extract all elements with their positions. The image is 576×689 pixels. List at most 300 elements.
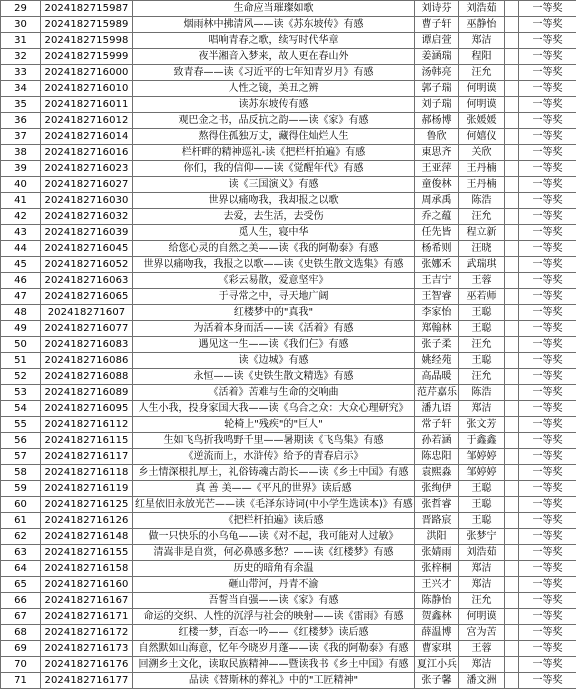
teacher-cell: 邹婷婷 (459, 465, 505, 481)
award-cell: 一等奖 (519, 65, 576, 81)
teacher-cell: 于鑫鑫 (459, 433, 505, 449)
teacher-cell: 王聪 (459, 481, 505, 497)
table-row (1, 81, 576, 97)
essay-title-cell: 品读《替斯林的葬礼》中的"工匠精神" (133, 673, 415, 689)
essay-title-cell: 命运的交织、人性的沉浮与社会的映射——读《雷雨》有感 (133, 609, 415, 625)
student-id-cell: 2024182716171 (41, 609, 133, 625)
author-cell: 谭启萱 (415, 33, 459, 49)
teacher-cell: 陈浩 (459, 193, 505, 209)
essay-title-cell: 世界以痛吻我，我报之以歌——读《史铁生散文选集》有感 (133, 257, 415, 273)
author-cell: 李家怡 (415, 305, 459, 321)
award-cell: 一等奖 (519, 177, 576, 193)
award-cell: 一等奖 (519, 289, 576, 305)
table-row (1, 353, 576, 369)
student-id-cell: 2024182716077 (41, 321, 133, 337)
award-cell: 一等奖 (519, 161, 576, 177)
empty-cell (505, 81, 519, 97)
essay-title-cell: 乡土情深根扎厚土，礼俗铸魂古韵长——读《乡土中国》有感 (133, 465, 415, 481)
table-row (1, 497, 576, 513)
teacher-cell: 宫为苦 (459, 625, 505, 641)
row-number-cell: 41 (1, 193, 41, 209)
empty-cell (505, 417, 519, 433)
author-cell: 袁熙淼 (415, 465, 459, 481)
essay-title-cell: 真 善 美——《平凡的世界》读后感 (133, 481, 415, 497)
row-number-cell: 51 (1, 353, 41, 369)
award-cell: 一等奖 (519, 609, 576, 625)
award-cell: 一等奖 (519, 385, 576, 401)
student-id-cell: 2024182716117 (41, 449, 133, 465)
row-number-cell: 50 (1, 337, 41, 353)
student-id-cell: 2024182716118 (41, 465, 133, 481)
author-cell: 東思齐 (415, 145, 459, 161)
teacher-cell: 程立新 (459, 225, 505, 241)
student-id-cell: 2024182716045 (41, 241, 133, 257)
empty-cell (505, 577, 519, 593)
table-row (1, 481, 576, 497)
student-id-cell: 2024182716148 (41, 529, 133, 545)
author-cell: 王亚萍 (415, 161, 459, 177)
student-id-cell: 2024182716088 (41, 369, 133, 385)
student-id-cell: 2024182716052 (41, 257, 133, 273)
empty-cell (505, 449, 519, 465)
empty-cell (505, 401, 519, 417)
table-row (1, 369, 576, 385)
row-number-cell: 61 (1, 513, 41, 529)
award-cell: 一等奖 (519, 657, 576, 673)
author-cell: 常子轩 (415, 417, 459, 433)
teacher-cell: 王聪 (459, 321, 505, 337)
essay-title-cell: 于寻常之中，寻天地广阔 (133, 289, 415, 305)
award-cell: 一等奖 (519, 641, 576, 657)
empty-cell (505, 113, 519, 129)
empty-cell (505, 305, 519, 321)
row-number-cell: 33 (1, 65, 41, 81)
student-id-cell: 2024182715998 (41, 33, 133, 49)
essay-title-cell: 永恒——读《史铁生散文精选》有感 (133, 369, 415, 385)
empty-cell (505, 145, 519, 161)
table-row (1, 545, 576, 561)
table-row (1, 321, 576, 337)
teacher-cell: 邹婷婷 (459, 449, 505, 465)
author-cell: 童俊林 (415, 177, 459, 193)
row-number-cell: 37 (1, 129, 41, 145)
award-cell: 一等奖 (519, 353, 576, 369)
empty-cell (505, 545, 519, 561)
student-id-cell: 2024182716086 (41, 353, 133, 369)
author-cell: 张子馨 (415, 673, 459, 689)
row-number-cell: 60 (1, 497, 41, 513)
author-cell: 汤韩亮 (415, 65, 459, 81)
award-cell: 一等奖 (519, 497, 576, 513)
teacher-cell: 王聪 (459, 305, 505, 321)
essay-title-cell: 《把栏杆拍遍》读后感 (133, 513, 415, 529)
author-cell: 姚经苑 (415, 353, 459, 369)
table-row (1, 177, 576, 193)
student-id-cell: 2024182716083 (41, 337, 133, 353)
row-number-cell: 55 (1, 417, 41, 433)
student-id-cell: 2024182715989 (41, 17, 133, 33)
empty-cell (505, 609, 519, 625)
empty-cell (505, 561, 519, 577)
teacher-cell: 汪允 (459, 65, 505, 81)
essay-title-cell: 人生小我，投身家国大我——读《乌合之众：大众心理研究》 (133, 401, 415, 417)
student-id-cell: 2024182716027 (41, 177, 133, 193)
empty-cell (505, 177, 519, 193)
teacher-cell: 王聪 (459, 513, 505, 529)
teacher-cell: 王丹楠 (459, 161, 505, 177)
student-id-cell: 2024182716023 (41, 161, 133, 177)
table-row (1, 225, 576, 241)
table-row (1, 385, 576, 401)
award-cell: 一等奖 (519, 625, 576, 641)
row-number-cell: 70 (1, 657, 41, 673)
table-row (1, 161, 576, 177)
empty-cell (505, 433, 519, 449)
award-cell: 一等奖 (519, 33, 576, 49)
table-row (1, 113, 576, 129)
essay-title-cell: 红楼一梦，百态一吟——《红楼梦》读后感 (133, 625, 415, 641)
student-id-cell: 2024182716063 (41, 273, 133, 289)
student-id-cell: 2024182716126 (41, 513, 133, 529)
empty-cell (505, 465, 519, 481)
award-cell: 一等奖 (519, 1, 576, 17)
award-cell: 一等奖 (519, 561, 576, 577)
row-number-cell: 46 (1, 273, 41, 289)
essay-title-cell: 栏杆畔的精神巡礼-读《把栏杆拍遍》有感 (133, 145, 415, 161)
author-cell: 洪阳 (415, 529, 459, 545)
student-id-cell: 2024182716010 (41, 81, 133, 97)
teacher-cell: 汪晓 (459, 241, 505, 257)
author-cell: 张子柔 (415, 337, 459, 353)
table-row (1, 1, 576, 17)
teacher-cell: 关欣 (459, 145, 505, 161)
row-number-cell: 35 (1, 97, 41, 113)
empty-cell (505, 225, 519, 241)
author-cell: 郝杨博 (415, 113, 459, 129)
award-cell: 一等奖 (519, 545, 576, 561)
student-id-cell: 2024182716095 (41, 401, 133, 417)
author-cell: 王智睿 (415, 289, 459, 305)
row-number-cell: 49 (1, 321, 41, 337)
essay-title-cell: 吾誓当自强——读《家》有感 (133, 593, 415, 609)
row-number-cell: 32 (1, 49, 41, 65)
empty-cell (505, 593, 519, 609)
table-row (1, 17, 576, 33)
author-cell: 曹家琪 (415, 641, 459, 657)
row-number-cell: 54 (1, 401, 41, 417)
teacher-cell: 王聪 (459, 497, 505, 513)
teacher-cell: 张梦宁 (459, 529, 505, 545)
student-id-cell: 2024182716039 (41, 225, 133, 241)
essay-title-cell: 读《边城》有感 (133, 353, 415, 369)
row-number-cell: 45 (1, 257, 41, 273)
row-number-cell: 48 (1, 305, 41, 321)
row-number-cell: 40 (1, 177, 41, 193)
row-number-cell: 65 (1, 577, 41, 593)
empty-cell (505, 289, 519, 305)
teacher-cell: 郑洁 (459, 657, 505, 673)
table-row (1, 49, 576, 65)
table-row (1, 193, 576, 209)
student-id-cell: 2024182716030 (41, 193, 133, 209)
empty-cell (505, 353, 519, 369)
student-id-cell: 2024182716160 (41, 577, 133, 593)
teacher-cell: 巫静怡 (459, 17, 505, 33)
essay-title-cell: 熬得住孤独万丈，藏得住灿烂人生 (133, 129, 415, 145)
teacher-cell: 郑洁 (459, 33, 505, 49)
author-cell: 薛温博 (415, 625, 459, 641)
teacher-cell: 张文芳 (459, 417, 505, 433)
essay-title-cell: 给您心灵的自然之美——读《我的阿勒泰》有感 (133, 241, 415, 257)
author-cell: 潘九语 (415, 401, 459, 417)
empty-cell (505, 321, 519, 337)
empty-cell (505, 657, 519, 673)
row-number-cell: 43 (1, 225, 41, 241)
essay-title-cell: 《逆流而上，水浒传》给予的青春启示》 (133, 449, 415, 465)
essay-title-cell: 夜半湘音入梦来，故人更在春山外 (133, 49, 415, 65)
row-number-cell: 66 (1, 593, 41, 609)
essay-title-cell: 生如飞鸟折我鸣野千里——暑期读《飞鸟集》有感 (133, 433, 415, 449)
teacher-cell: 何明谟 (459, 609, 505, 625)
award-cell: 一等奖 (519, 449, 576, 465)
table-row (1, 129, 576, 145)
award-cell: 一等奖 (519, 577, 576, 593)
teacher-cell: 汪允 (459, 209, 505, 225)
student-id-cell: 2024182716112 (41, 417, 133, 433)
author-cell: 张婧雨 (415, 545, 459, 561)
student-id-cell: 2024182716173 (41, 641, 133, 657)
table-row (1, 609, 576, 625)
row-number-cell: 59 (1, 481, 41, 497)
award-cell: 一等奖 (519, 113, 576, 129)
student-id-cell: 2024182716155 (41, 545, 133, 561)
row-number-cell: 44 (1, 241, 41, 257)
empty-cell (505, 369, 519, 385)
student-id-cell: 2024182715999 (41, 49, 133, 65)
empty-cell (505, 673, 519, 689)
row-number-cell: 36 (1, 113, 41, 129)
row-number-cell: 30 (1, 17, 41, 33)
student-id-cell: 2024182716016 (41, 145, 133, 161)
award-list-body (1, 1, 576, 689)
table-row (1, 289, 576, 305)
table-row (1, 273, 576, 289)
table-row (1, 257, 576, 273)
author-cell: 孙若涵 (415, 433, 459, 449)
award-cell: 一等奖 (519, 433, 576, 449)
award-cell: 一等奖 (519, 337, 576, 353)
teacher-cell: 郑洁 (459, 577, 505, 593)
author-cell: 张娜禾 (415, 257, 459, 273)
award-cell: 一等奖 (519, 17, 576, 33)
row-number-cell: 69 (1, 641, 41, 657)
essay-title-cell: 觅人生，寝中华 (133, 225, 415, 241)
student-id-cell: 2024182716172 (41, 625, 133, 641)
author-cell: 周承禹 (415, 193, 459, 209)
student-id-cell: 2024182716167 (41, 593, 133, 609)
author-cell: 晋路宸 (415, 513, 459, 529)
row-number-cell: 56 (1, 433, 41, 449)
student-id-cell: 2024182716115 (41, 433, 133, 449)
teacher-cell: 何明谟 (459, 97, 505, 113)
teacher-cell: 张媛媛 (459, 113, 505, 129)
student-id-cell: 2024182716012 (41, 113, 133, 129)
essay-title-cell: 红星依旧永放光芒——读《毛泽东诗词(中小学生选读本)》有感 (133, 497, 415, 513)
essay-title-cell: 唱响青春之歌，续写时代华章 (133, 33, 415, 49)
essay-title-cell: 红楼梦中的"真我" (133, 305, 415, 321)
teacher-cell: 何明谟 (459, 81, 505, 97)
teacher-cell: 郑洁 (459, 401, 505, 417)
empty-cell (505, 17, 519, 33)
teacher-cell: 王蓉 (459, 273, 505, 289)
teacher-cell: 陈浩 (459, 385, 505, 401)
row-number-cell: 52 (1, 369, 41, 385)
table-row (1, 561, 576, 577)
award-cell: 一等奖 (519, 81, 576, 97)
author-cell: 乔之蕴 (415, 209, 459, 225)
essay-title-cell: 《活着》苦难与生命的交响曲 (133, 385, 415, 401)
row-number-cell: 42 (1, 209, 41, 225)
teacher-cell: 汪允 (459, 337, 505, 353)
empty-cell (505, 1, 519, 17)
table-row (1, 625, 576, 641)
table-row (1, 577, 576, 593)
table-row (1, 513, 576, 529)
row-number-cell: 47 (1, 289, 41, 305)
table-row (1, 593, 576, 609)
award-cell: 一等奖 (519, 129, 576, 145)
empty-cell (505, 33, 519, 49)
row-number-cell: 57 (1, 449, 41, 465)
award-cell: 一等奖 (519, 417, 576, 433)
teacher-cell: 潘文洲 (459, 673, 505, 689)
award-cell: 一等奖 (519, 273, 576, 289)
teacher-cell: 郑洁 (459, 561, 505, 577)
author-cell: 范芹嘉乐 (415, 385, 459, 401)
essay-title-cell: 轮椅上"残疾"的"巨人" (133, 417, 415, 433)
table-row (1, 657, 576, 673)
award-cell: 一等奖 (519, 369, 576, 385)
essay-title-cell: 历史的暗角有余温 (133, 561, 415, 577)
row-number-cell: 58 (1, 465, 41, 481)
author-cell: 杨希则 (415, 241, 459, 257)
table-row (1, 417, 576, 433)
essay-title-cell: 读《三国演义》有感 (133, 177, 415, 193)
teacher-cell: 王丹楠 (459, 177, 505, 193)
row-number-cell: 39 (1, 161, 41, 177)
table-row (1, 433, 576, 449)
award-cell: 一等奖 (519, 257, 576, 273)
table-row (1, 449, 576, 465)
essay-title-cell: 自然默如山海意，忆年今晓岁月蓬——读《我的阿勒泰》有感 (133, 641, 415, 657)
award-cell: 一等奖 (519, 481, 576, 497)
teacher-cell: 武瑞琪 (459, 257, 505, 273)
award-cell: 一等奖 (519, 225, 576, 241)
empty-cell (505, 529, 519, 545)
table-row (1, 305, 576, 321)
author-cell: 王兴才 (415, 577, 459, 593)
teacher-cell: 巫若师 (459, 289, 505, 305)
award-cell: 一等奖 (519, 145, 576, 161)
empty-cell (505, 129, 519, 145)
author-cell: 贺鑫林 (415, 609, 459, 625)
author-cell: 曹子轩 (415, 17, 459, 33)
essay-title-cell: 生命应当璀璨如歌 (133, 1, 415, 17)
student-id-cell: 2024182716011 (41, 97, 133, 113)
empty-cell (505, 273, 519, 289)
student-id-cell: 2024182716089 (41, 385, 133, 401)
author-cell: 鲁欣 (415, 129, 459, 145)
empty-cell (505, 161, 519, 177)
teacher-cell: 王蓉 (459, 641, 505, 657)
essay-title-cell: 观巴金之书，品反抗之韵——读《家》有感 (133, 113, 415, 129)
essay-title-cell: 《彩云易散，爱意坚牢》 (133, 273, 415, 289)
award-cell: 一等奖 (519, 305, 576, 321)
student-id-cell: 2024182716032 (41, 209, 133, 225)
table-row (1, 673, 576, 689)
essay-title-cell: 做一只快乐的小乌龟——读《对不起，我可能对人过敏》 (133, 529, 415, 545)
award-cell: 一等奖 (519, 593, 576, 609)
empty-cell (505, 241, 519, 257)
author-cell: 张绚伊 (415, 481, 459, 497)
award-cell: 一等奖 (519, 209, 576, 225)
student-id-cell: 2024182716000 (41, 65, 133, 81)
essay-title-cell: 砸山带河，丹青不渝 (133, 577, 415, 593)
student-id-cell: 2024182716119 (41, 481, 133, 497)
table-row (1, 337, 576, 353)
row-number-cell: 38 (1, 145, 41, 161)
empty-cell (505, 193, 519, 209)
teacher-cell: 汪允 (459, 369, 505, 385)
essay-title-cell: 烟雨林中拂清风——读《苏东坡传》有感 (133, 17, 415, 33)
row-number-cell: 62 (1, 529, 41, 545)
teacher-cell: 程阳 (459, 49, 505, 65)
row-number-cell: 53 (1, 385, 41, 401)
student-id-cell: 2024182716014 (41, 129, 133, 145)
award-cell: 一等奖 (519, 465, 576, 481)
author-cell: 陈静怡 (415, 593, 459, 609)
author-cell: 陈忠阳 (415, 449, 459, 465)
row-number-cell: 68 (1, 625, 41, 641)
award-cell: 一等奖 (519, 97, 576, 113)
table-row (1, 209, 576, 225)
author-cell: 郭子瑞 (415, 81, 459, 97)
empty-cell (505, 481, 519, 497)
student-id-cell: 202418271607 (41, 305, 133, 321)
row-number-cell: 63 (1, 545, 41, 561)
empty-cell (505, 385, 519, 401)
table-row (1, 401, 576, 417)
award-cell: 一等奖 (519, 49, 576, 65)
empty-cell (505, 513, 519, 529)
award-cell: 一等奖 (519, 241, 576, 257)
author-cell: 刘诗芬 (415, 1, 459, 17)
student-id-cell: 2024182716158 (41, 561, 133, 577)
empty-cell (505, 49, 519, 65)
empty-cell (505, 257, 519, 273)
empty-cell (505, 497, 519, 513)
award-cell: 一等奖 (519, 529, 576, 545)
essay-title-cell: 为活着本身而活——读《活着》有感 (133, 321, 415, 337)
row-number-cell: 29 (1, 1, 41, 17)
author-cell: 张梓桐 (415, 561, 459, 577)
award-cell: 一等奖 (519, 321, 576, 337)
teacher-cell: 刘浩茹 (459, 545, 505, 561)
essay-title-cell: 清嵩非是自赏，何必鼻感多愁？——读《红楼梦》有感 (133, 545, 415, 561)
empty-cell (505, 337, 519, 353)
author-cell: 高晶暖 (415, 369, 459, 385)
row-number-cell: 71 (1, 673, 41, 689)
